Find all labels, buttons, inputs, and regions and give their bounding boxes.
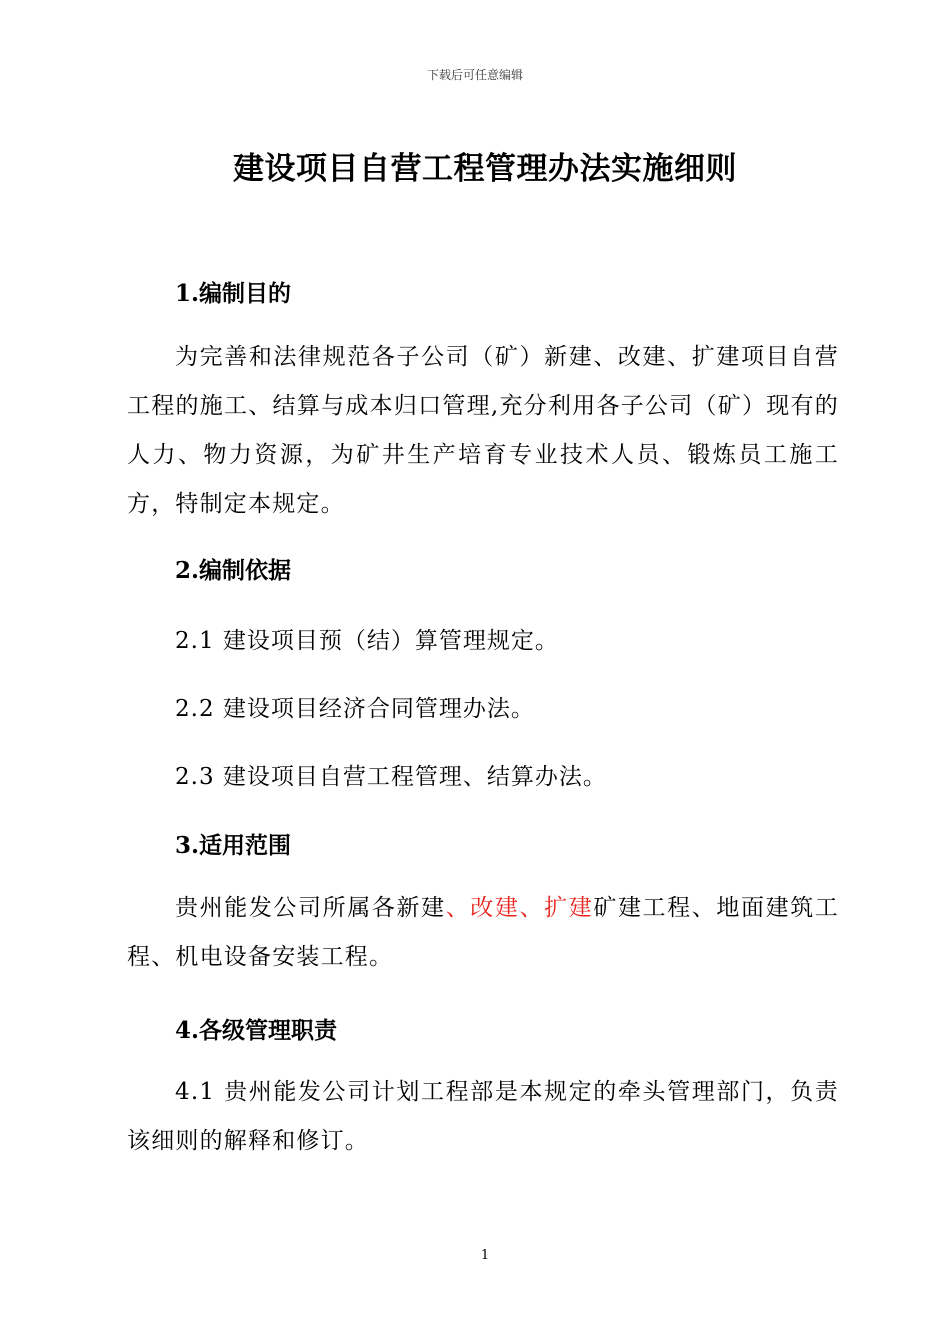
section-paragraph-purpose: 为完善和法律规范各子公司（矿）新建、改建、扩建项目自营工程的施工、结算与成本归口管理,充分利用各子公司（矿）现有的人力、物力资源，为矿井生产培育专业技术人员、锻炼员工施工方，特制定本规定。 xyxy=(127,344,839,517)
section-heading-purpose: 1.编制目的 xyxy=(175,280,292,307)
section-heading-basis: 2.编制依据 xyxy=(175,557,292,584)
basis-item-2-2: 2.2 建设项目经济合同管理办法。 xyxy=(175,696,535,722)
section-heading-scope: 3.适用范围 xyxy=(175,832,292,859)
header-note: 下载后可任意编辑 xyxy=(426,68,523,82)
section-paragraph-responsibilities: 4.1 贵州能发公司计划工程部是本规定的牵头管理部门，负责该细则的解释和修订。 xyxy=(127,1079,839,1154)
section-heading-responsibilities: 4.各级管理职责 xyxy=(175,1017,338,1044)
scope-text-before: 贵州能发公司所属各新建 xyxy=(175,895,446,921)
scope-text-after: 矿建工程、地面建筑工程、机电设备安装工程。 xyxy=(127,895,840,970)
scope-text-highlight: 、改建、扩建 xyxy=(445,895,594,921)
section-paragraph-scope xyxy=(127,884,839,982)
document-title: 建设项目自营工程管理办法实施细则 xyxy=(233,151,737,187)
page-number: 1 xyxy=(480,1248,490,1263)
basis-item-2-1: 2.1 建设项目预（结）算管理规定。 xyxy=(175,628,559,654)
basis-item-2-3: 2.3 建设项目自营工程管理、结算办法。 xyxy=(175,764,607,790)
